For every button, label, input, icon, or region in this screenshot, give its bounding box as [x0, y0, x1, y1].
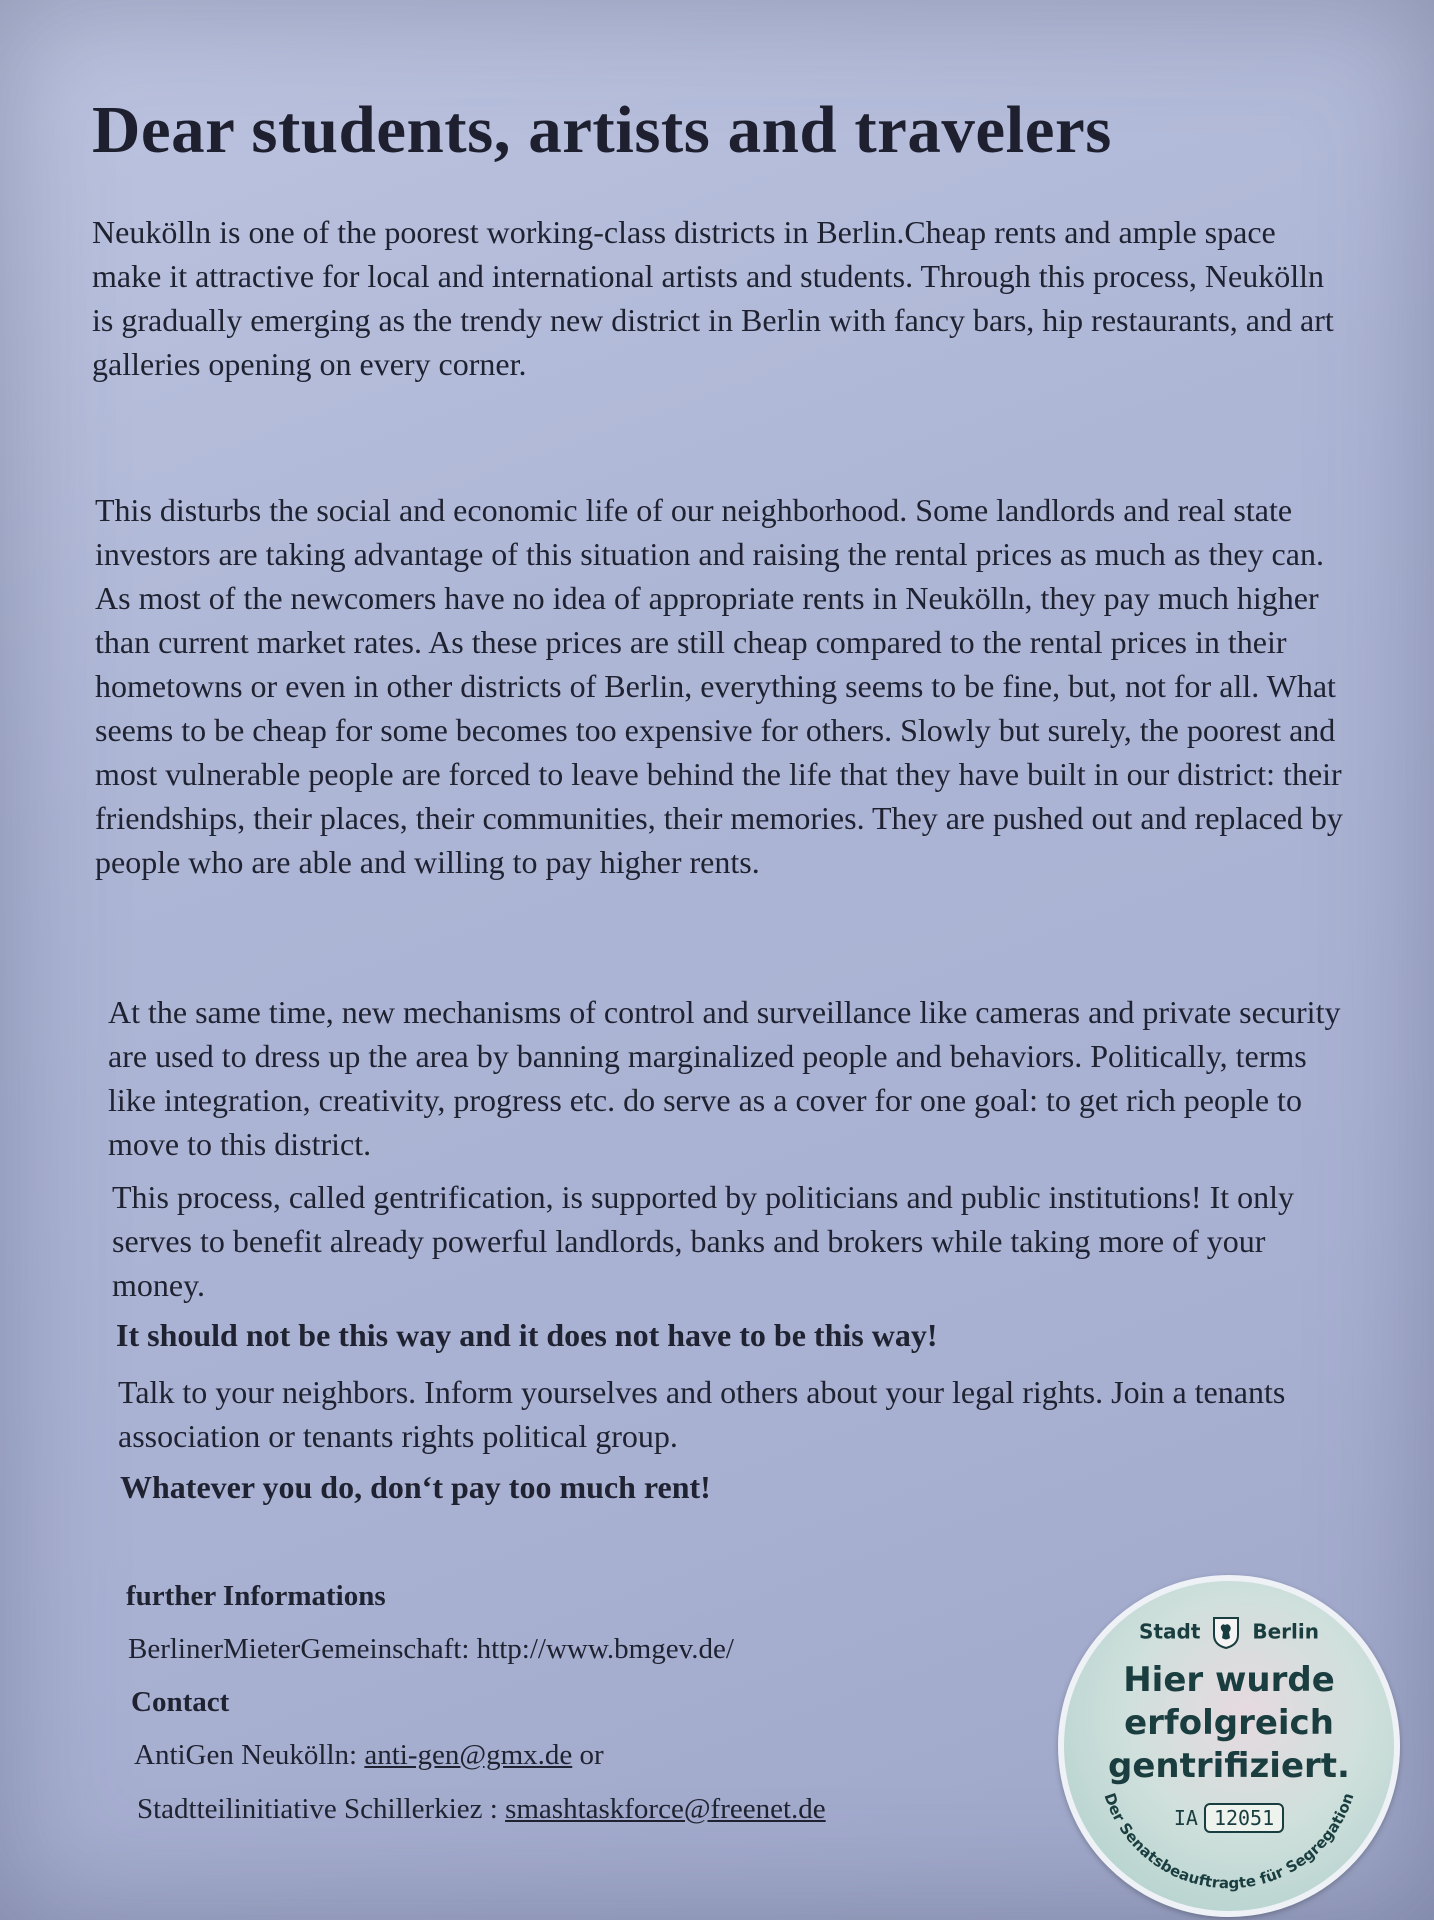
sticker-line3: gentrifiziert.	[1108, 1746, 1350, 1786]
sticker-line2: erfolgreich	[1124, 1703, 1334, 1743]
sticker-line1: Hier wurde	[1123, 1660, 1335, 1700]
gentrified-sticker	[1058, 1575, 1400, 1917]
sticker-arc	[1064, 1581, 1394, 1911]
sticker-id-number: 12051	[1204, 1803, 1284, 1833]
sticker-berlin: Berlin	[1252, 1619, 1319, 1644]
stadtteil-label: Stadtteilinitiative Schillerkiez :	[137, 1793, 506, 1825]
paragraph-intro: Neukölln is one of the poorest working-class districts in Berlin.Cheap rents and ample space make it attractive for local and international artists and students. Through this process, Neukölln is gradually emerging as the trendy new district in Berlin with fancy bars, hip restaurants, and art galleries opening on every corner.	[92, 214, 1334, 382]
sticker-id-prefix: IA	[1173, 1806, 1198, 1830]
poster-title: Dear students, artists and travelers	[92, 93, 1112, 167]
svg-text:Der Senatsbeauftragte für Segr	[1100, 1791, 1357, 1893]
paragraph-should-not: It should not be this way and it does not have to be this way!	[116, 1317, 938, 1353]
bmg-label: BerlinerMieterGemeinschaft:	[128, 1633, 477, 1665]
paragraph-talk: Talk to your neighbors. Inform yourselves and others about your legal rights. Join a tenants association or tenants rights political group.	[118, 1374, 1286, 1454]
paragraph-surveillance: At the same time, new mechanisms of control and surveillance like cameras and private security are used to dress up the area by banning marginalized people and behaviors. Politically, terms like integration, creativity, progress etc. do serve as a cover for one goal: to get rich people to move to this district.	[108, 994, 1341, 1162]
sticker-arc-text: Der Senatsbeauftragte für Segregation	[1100, 1790, 1358, 1893]
paragraph-gentrification: This process, called gentrification, is supported by politicians and public institutions! It only serves to benefit already powerful landlords, banks and brokers while taking more of your money.	[112, 1179, 1295, 1303]
antigen-or: or	[572, 1739, 604, 1771]
antigen-email: anti-gen@gmx.de	[364, 1739, 573, 1771]
paragraph-dont-pay: Whatever you do, don‘t pay too much rent!	[120, 1469, 711, 1505]
stadtteil-email: smashtaskforce@freenet.de	[505, 1793, 826, 1825]
paragraph-disturbs: This disturbs the social and economic life of our neighborhood. Some landlords and real state investors are taking advantage of this situation and raising the rental prices as much as they can. As most of the newcomers have no idea of appropriate rents in Neukölln, they pay much higher than current market rates. As these prices are still cheap compared to the rental prices in their hometowns or even in other districts of Berlin, everything seems to be fine, but, not for all. What seems to be cheap for some becomes too expensive for others. Slowly but surely, the poorest and most vulnerable people are forced to leave behind the life that they have built in our district: their friendships, their places, their communities, their memories. They are pushed out and replaced by people who are able and willing to pay higher rents.	[95, 492, 1343, 880]
further-informations-heading: further Informations	[126, 1580, 386, 1612]
bmg-line	[128, 1633, 734, 1666]
stadtteil-line	[137, 1793, 826, 1826]
contact-heading: Contact	[131, 1686, 230, 1718]
sticker-stadt: Stadt	[1139, 1619, 1201, 1644]
antigen-label: AntiGen Neukölln:	[134, 1739, 365, 1771]
bmg-url: http://www.bmgev.de/	[476, 1633, 734, 1665]
antigen-line	[134, 1739, 604, 1772]
